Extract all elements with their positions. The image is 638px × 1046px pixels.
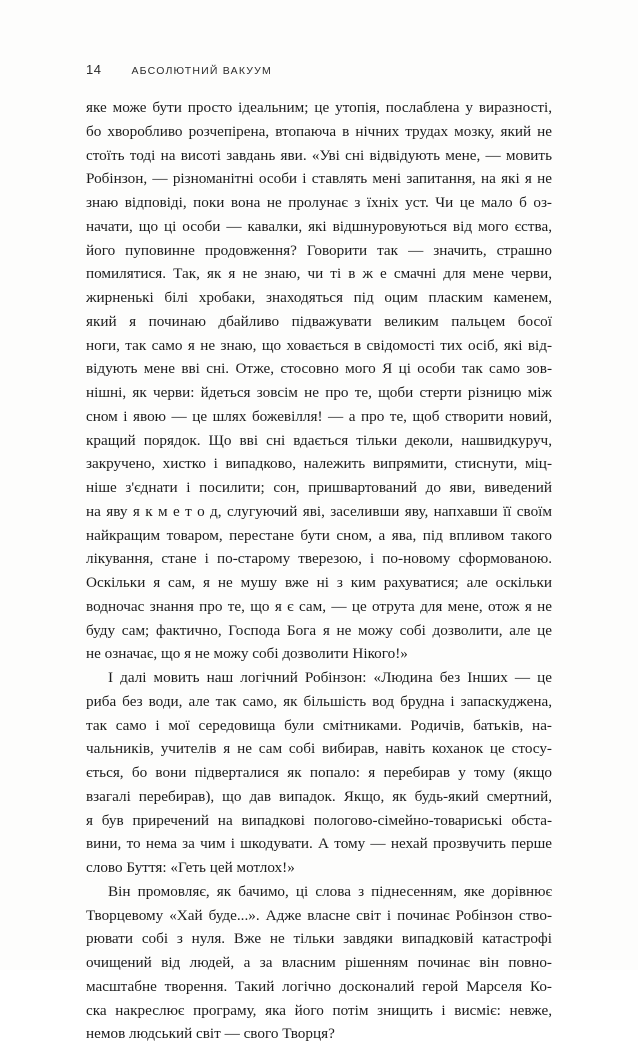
text-line: вини, то нема за чим і шкодувати. А тому — нехай прозвучить перше bbox=[86, 835, 552, 853]
paragraph bbox=[86, 880, 552, 1046]
text-line: не означає, що я не можу собі дозволити Нікого!» bbox=[86, 645, 408, 663]
text-line: ноги, так само я не знаю, що ховається в свідомості тих осіб, які від- bbox=[86, 336, 552, 354]
text-line: ється, бо вони підверталися як попало: я перебирав у тому (якщо bbox=[86, 764, 552, 781]
text-line: Він промовляє, як бачимо, ці слова з піднесенням, яке дорівнює bbox=[108, 882, 552, 900]
text-line: сном і явою — це шлях божевілля! — а про те, щоб створити новий, bbox=[86, 407, 552, 425]
text-line: я був приречений на випадкові пологово-сімейно-товариські обста- bbox=[86, 811, 552, 829]
text-line: рювати собі з нуля. Вже не тільки завдяки випадковій катастрофі bbox=[86, 930, 552, 948]
text-line: ніше з'єднати і посилити; сон, пришвартований до яви, виведений bbox=[86, 479, 552, 496]
text-line: ска накреслює програму, яка його потім знищить і висміє: невже, bbox=[86, 1001, 552, 1019]
text-line: слово Буття: «Геть цей мотлох!» bbox=[86, 859, 295, 876]
text-line: Оскільки я сам, я не мушу вже ні з ким рахуватися; але оскільки bbox=[86, 574, 552, 591]
body-text bbox=[86, 96, 552, 1046]
text-line: очищений від людей, а за власним рішенням починає він повно- bbox=[86, 954, 552, 971]
text-line: водночас знання про те, що я є сам, — це отрута для мене, отож я не bbox=[86, 597, 552, 615]
text-line: помилятися. Так, як я не знаю, чи ті в ж е смачні для мене черви, bbox=[86, 265, 552, 283]
text-line: бо хворобливо розчепірена, втопаюча в нічних трудах мозку, який не bbox=[86, 122, 552, 140]
text-line: на яву я к м е т о д, слугуючий яві, заселивши яву, напхавши її своїм bbox=[86, 502, 552, 520]
text-line: яке може бути просто ідеальним; це утопія, послаблена у виразності, bbox=[86, 99, 552, 116]
paragraph bbox=[86, 666, 552, 880]
text-line: лікування, стане і по-старому тверезою, і по-новому сформованою. bbox=[86, 550, 552, 568]
text-line: немов людський світ — свого Творця? bbox=[86, 1025, 335, 1043]
text-line: найкращим товаром, перестане бути сном, а ява, під впливом такого bbox=[86, 526, 552, 544]
paragraph bbox=[86, 96, 552, 666]
text-line: Творцевому «Хай буде...». Адже власне світ і починає Робінзон ство- bbox=[86, 906, 552, 924]
text-line: стоїть тоді на висоті завдань яви. «Уві сні відвідують мене, — мовить bbox=[86, 146, 552, 164]
text-line: його пуповинне продовження? Говорити так — значить, страшно bbox=[86, 241, 552, 259]
text-line: риба без води, але так само, як більшість вод брудна і запаскуджена, bbox=[86, 692, 552, 710]
text-line: нішні, як черви: йдеться зовсім не про те, щоби стерти різницю між bbox=[86, 384, 552, 401]
text-line: знаю відповіді, поки вона не пролунає з їхніх уст. Чи це мало б оз- bbox=[86, 194, 552, 211]
text-line: буду сам; фактично, Господа Бога я не можу собі дозволити, але це bbox=[86, 621, 552, 639]
page-number: 14 bbox=[86, 62, 102, 77]
text-line: відують мене вві сні. Отже, стосовно мого Я ці особи так само зов- bbox=[86, 360, 552, 378]
text-line: чальників, учителів я не сам собі вибирав, навіть коханок це стосу- bbox=[86, 740, 552, 758]
text-line: начати, що ці особи — кавалки, які відшнуровуються від мого єства, bbox=[86, 217, 552, 235]
text-line: І далі мовить наш логічний Робінзон: «Людина без Інших — це bbox=[108, 669, 552, 686]
running-title: АБСОЛЮТНИЙ ВАКУУМ bbox=[131, 65, 272, 77]
text-line: закручено, хистко і випадково, належить випрямити, стиснути, міц- bbox=[86, 455, 552, 473]
text-line: Робінзон, — різноманітні особи і ставлять мені запитання, на які я не bbox=[86, 170, 552, 188]
text-line: масштабне творення. Такий логічно досконалий герой Марселя Ко- bbox=[86, 977, 552, 995]
running-head bbox=[86, 62, 272, 78]
text-line: який я починаю дбайливо підважувати великим пальцем босої bbox=[86, 312, 552, 330]
text-line: жирненькі білі хробаки, знаходяться під оцим пласким каменем, bbox=[86, 289, 552, 306]
text-line: кращий порядок. Що вві сні вдається тільки деколи, нашвидкуруч, bbox=[86, 431, 552, 449]
text-line: взагалі перебирав), що дав випадок. Якщо, як будь-який смертний, bbox=[86, 787, 552, 805]
text-line: так само і мої середовища були смітниками. Родичів, батьків, на- bbox=[86, 716, 552, 734]
